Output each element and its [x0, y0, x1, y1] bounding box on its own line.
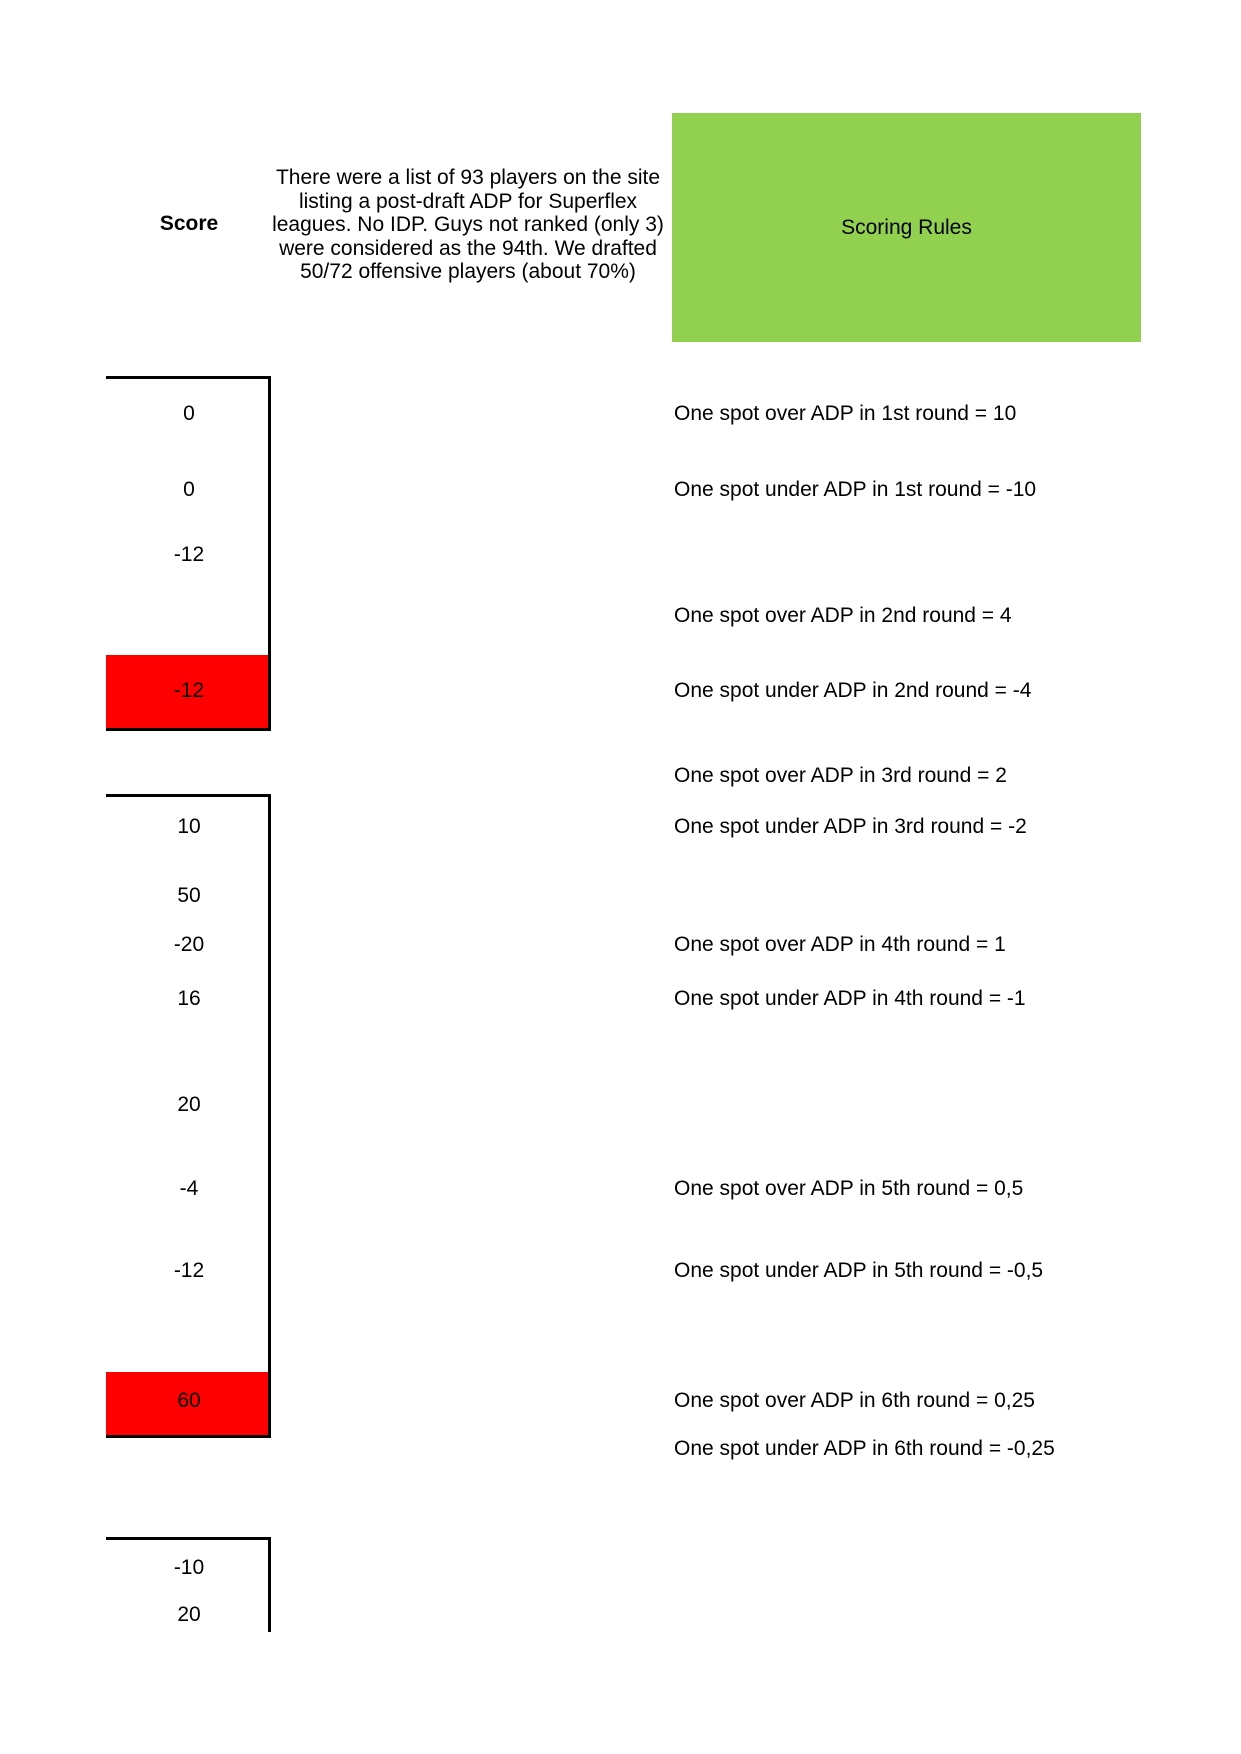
scoring-rule: One spot under ADP in 2nd round = -4 [674, 679, 1032, 702]
score-value: 60 [177, 1389, 201, 1412]
scoring-rule: One spot over ADP in 3rd round = 2 [674, 764, 1007, 787]
scoring-rule: One spot over ADP in 6th round = 0,25 [674, 1389, 1035, 1412]
adp-explanation-note: There were a list of 93 players on the site listing a post-draft ADP for Superflex leagues. No IDP. Guys not ranked (only 3) were considered as the 94th. We drafted 50/72 offensive players (about 70%) [272, 166, 664, 283]
scoring-rules-title: Scoring Rules [841, 215, 972, 239]
score-value: -12 [173, 679, 205, 702]
score-value: -12 [173, 1259, 205, 1282]
score-value: 20 [177, 1603, 201, 1626]
scoring-rule: One spot over ADP in 5th round = 0,5 [674, 1177, 1024, 1200]
scoring-rule: One spot over ADP in 1st round = 10 [674, 402, 1017, 425]
score-value: -10 [173, 1556, 205, 1579]
score-value: 10 [177, 815, 201, 838]
scoring-rule: One spot under ADP in 5th round = -0,5 [674, 1259, 1044, 1282]
score-value: 50 [177, 884, 201, 907]
scoring-rule: One spot under ADP in 1st round = -10 [674, 478, 1037, 501]
score-value: 0 [183, 478, 195, 501]
scoring-rule: One spot under ADP in 6th round = -0,25 [674, 1437, 1055, 1460]
score-value: -12 [173, 543, 205, 566]
scoring-rule: One spot over ADP in 4th round = 1 [674, 933, 1006, 956]
scoring-rule: One spot under ADP in 4th round = -1 [674, 987, 1026, 1010]
score-value: 20 [177, 1093, 201, 1116]
scoring-rules-header [672, 113, 1141, 342]
scoring-rule: One spot over ADP in 2nd round = 4 [674, 604, 1012, 627]
score-column-header: Score [159, 212, 219, 235]
score-value: 0 [183, 402, 195, 425]
score-value: -4 [179, 1177, 199, 1200]
score-value: -20 [173, 933, 205, 956]
score-value: 16 [177, 987, 201, 1010]
scoring-rule: One spot under ADP in 3rd round = -2 [674, 815, 1027, 838]
